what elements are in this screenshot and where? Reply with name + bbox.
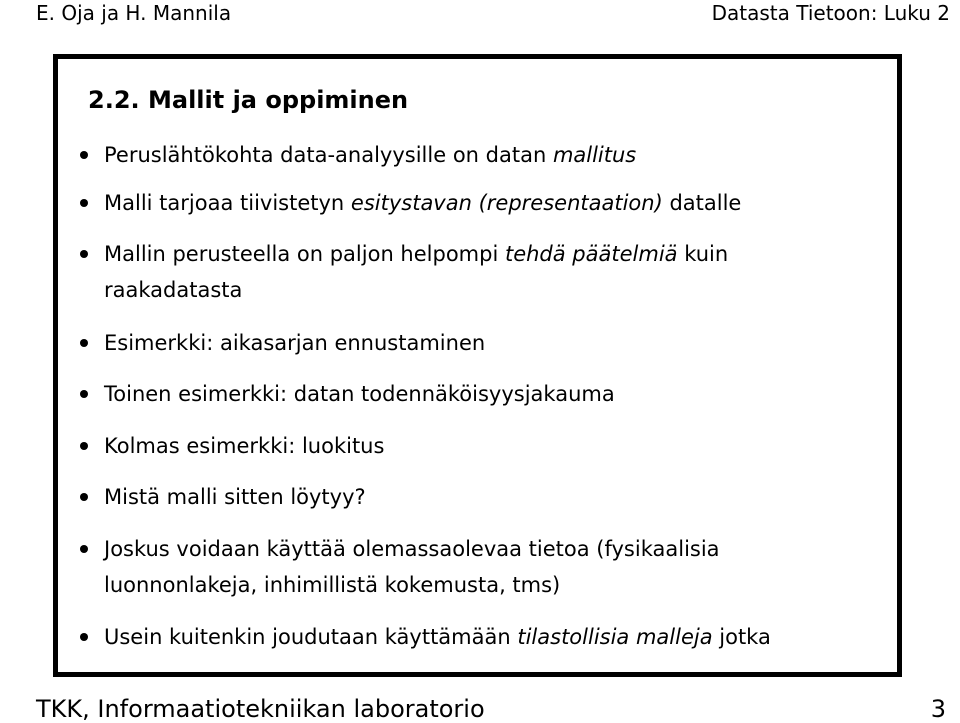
bullet-dot-icon — [80, 442, 88, 450]
bullet-item — [104, 325, 894, 361]
bullet-item — [104, 531, 894, 603]
bullet-text: datalle — [662, 191, 742, 215]
bullet-item — [104, 428, 894, 464]
bullet-item — [104, 236, 894, 308]
bullet-emphasis: esitystavan (representaation) — [350, 191, 663, 215]
page-number: 3 — [930, 695, 946, 723]
bullet-text: Mistä malli sitten löytyy? — [104, 485, 366, 509]
bullet-dot-icon — [80, 199, 88, 207]
footer-organization: TKK, Informaatiotekniikan laboratorio — [36, 695, 485, 723]
bullet-text: kuin — [677, 242, 729, 266]
bullet-text: Mallin perusteella on paljon helpompi — [104, 242, 505, 266]
bullet-text: Toinen esimerkki: datan todennäköisyysjakauma — [104, 382, 615, 406]
slide-title: 2.2. Mallit ja oppiminen — [88, 86, 409, 114]
bullet-item — [104, 137, 894, 173]
bullet-text-continuation: raakadatasta — [104, 278, 243, 302]
bullet-dot-icon — [80, 633, 88, 641]
bullet-dot-icon — [80, 250, 88, 258]
bullet-text: Esimerkki: aikasarjan ennustaminen — [104, 331, 486, 355]
bullet-text: Malli tarjoaa tiivistetyn — [104, 191, 351, 215]
bullet-dot-icon — [80, 151, 88, 159]
bullet-item — [104, 479, 894, 515]
bullet-dot-icon — [80, 339, 88, 347]
bullet-item — [104, 619, 894, 655]
bullet-emphasis: tilastollisia malleja — [517, 625, 713, 649]
bullet-text: jotka — [712, 625, 771, 649]
bullet-emphasis: tehdä päätelmiä — [504, 242, 678, 266]
bullet-text: Joskus voidaan käyttää olemassaolevaa tietoa (fysikaalisia — [104, 537, 720, 561]
bullet-item — [104, 376, 894, 412]
bullet-text: Kolmas esimerkki: luokitus — [104, 434, 385, 458]
bullet-item — [104, 185, 894, 221]
header-course: Datasta Tietoon: Luku 2 — [711, 1, 950, 25]
bullet-dot-icon — [80, 545, 88, 553]
bullet-text: Peruslähtökohta data-analyysille on datan — [104, 143, 553, 167]
bullet-dot-icon — [80, 390, 88, 398]
header-authors: E. Oja ja H. Mannila — [36, 1, 232, 25]
bullet-text: Usein kuitenkin joudutaan käyttämään — [104, 625, 518, 649]
bullet-dot-icon — [80, 493, 88, 501]
slide-frame — [53, 54, 902, 677]
bullet-text-continuation: luonnonlakeja, inhimillistä kokemusta, tms) — [104, 573, 561, 597]
bullet-emphasis: mallitus — [552, 143, 637, 167]
